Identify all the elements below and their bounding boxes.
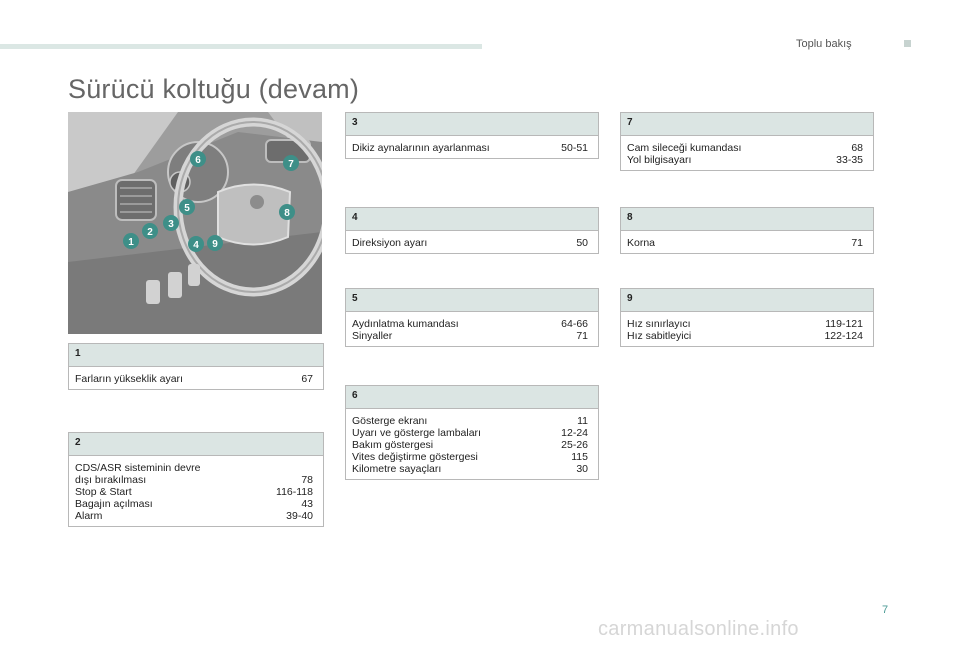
reference-pages: 12-24 — [561, 427, 588, 439]
reference-label: Kilometre sayaçları — [352, 463, 442, 475]
reference-pages: 50 — [576, 237, 588, 249]
section-label: Toplu bakış — [796, 38, 852, 50]
info-box-number: 9 — [621, 289, 873, 312]
reference-pages: 71 — [576, 330, 588, 342]
callout-6-label: 6 — [195, 155, 201, 166]
reference-label: Hız sınırlayıcı — [627, 318, 691, 330]
reference-label: Vites değiştirme göstergesi — [352, 451, 478, 463]
reference-row — [352, 142, 588, 154]
reference-pages: 39-40 — [286, 510, 313, 522]
info-box-3 — [345, 112, 599, 159]
reference-row — [627, 154, 863, 166]
reference-pages: 115 — [571, 451, 588, 463]
callout-9-label: 9 — [212, 239, 218, 250]
reference-row — [352, 451, 588, 463]
info-box-number: 2 — [69, 433, 323, 456]
info-box-number: 8 — [621, 208, 873, 231]
reference-label: Yol bilgisayarı — [627, 154, 692, 166]
reference-pages: 64-66 — [561, 318, 588, 330]
reference-row — [352, 427, 588, 439]
reference-pages: 78 — [301, 474, 313, 486]
reference-label: CDS/ASR sisteminin devre dışı bırakılması — [75, 462, 201, 486]
info-box-number: 1 — [69, 344, 323, 367]
reference-label: Bagajın açılması — [75, 498, 153, 510]
reference-label: Bakım göstergesi — [352, 439, 434, 451]
reference-label: Farların yükseklik ayarı — [75, 373, 183, 385]
reference-pages: 71 — [851, 237, 863, 249]
dashboard-drawing — [68, 112, 322, 334]
reference-row — [352, 318, 588, 330]
info-box-6 — [345, 385, 599, 480]
reference-pages: 50-51 — [561, 142, 588, 154]
reference-label: Uyarı ve gösterge lambaları — [352, 427, 481, 439]
reference-pages: 43 — [301, 498, 313, 510]
reference-row — [352, 463, 588, 475]
info-box-9 — [620, 288, 874, 347]
reference-row — [352, 415, 588, 427]
reference-row — [627, 142, 863, 154]
page-title: Sürücü koltuğu (devam) — [68, 74, 360, 104]
callout-7-label: 7 — [288, 159, 294, 170]
reference-row — [352, 439, 588, 451]
reference-label: Hız sabitleyici — [627, 330, 692, 342]
reference-row — [352, 237, 588, 249]
watermark: carmanualsonline.info — [598, 618, 799, 640]
reference-pages: 119-121 — [825, 318, 863, 330]
info-box-number: 5 — [346, 289, 598, 312]
reference-row — [75, 510, 313, 522]
reference-row — [352, 330, 588, 342]
reference-row — [75, 373, 313, 385]
reference-row — [75, 462, 313, 486]
reference-pages: 67 — [301, 373, 313, 385]
info-box-4 — [345, 207, 599, 254]
header-rule — [0, 44, 482, 49]
reference-label: Direksiyon ayarı — [352, 237, 428, 249]
reference-pages: 122-124 — [824, 330, 863, 342]
reference-label: Aydınlatma kumandası — [352, 318, 459, 330]
callout-1-label: 1 — [128, 237, 134, 248]
reference-pages: 11 — [577, 415, 588, 427]
info-box-number: 6 — [346, 386, 598, 409]
dashboard-illustration — [68, 112, 322, 334]
reference-label: Cam sileceği kumandası — [627, 142, 742, 154]
reference-pages: 33-35 — [836, 154, 863, 166]
reference-pages: 30 — [576, 463, 588, 475]
reference-pages: 25-26 — [561, 439, 588, 451]
reference-label: Alarm — [75, 510, 103, 522]
reference-label: Korna — [627, 237, 656, 249]
reference-row — [627, 330, 863, 342]
reference-label: Dikiz aynalarının ayarlanması — [352, 142, 490, 154]
callout-4-label: 4 — [193, 240, 199, 251]
reference-label: Gösterge ekranı — [352, 415, 428, 427]
reference-pages: 116-118 — [276, 486, 313, 498]
reference-row — [627, 318, 863, 330]
reference-row — [627, 237, 863, 249]
section-marker — [904, 40, 911, 47]
info-box-2 — [68, 432, 324, 527]
callout-5-label: 5 — [184, 203, 190, 214]
info-box-number: 4 — [346, 208, 598, 231]
callout-2-label: 2 — [147, 227, 153, 238]
info-box-5 — [345, 288, 599, 347]
reference-row — [75, 498, 313, 510]
info-box-number: 7 — [621, 113, 873, 136]
info-box-8 — [620, 207, 874, 254]
reference-label: Stop & Start — [75, 486, 132, 498]
callout-8-label: 8 — [284, 208, 290, 219]
page-number: 7 — [882, 604, 889, 616]
info-box-number: 3 — [346, 113, 598, 136]
reference-label: Sinyaller — [352, 330, 393, 342]
reference-row — [75, 486, 313, 498]
info-box-7 — [620, 112, 874, 171]
callout-3-label: 3 — [168, 219, 174, 230]
info-box-1 — [68, 343, 324, 390]
reference-pages: 68 — [851, 142, 863, 154]
